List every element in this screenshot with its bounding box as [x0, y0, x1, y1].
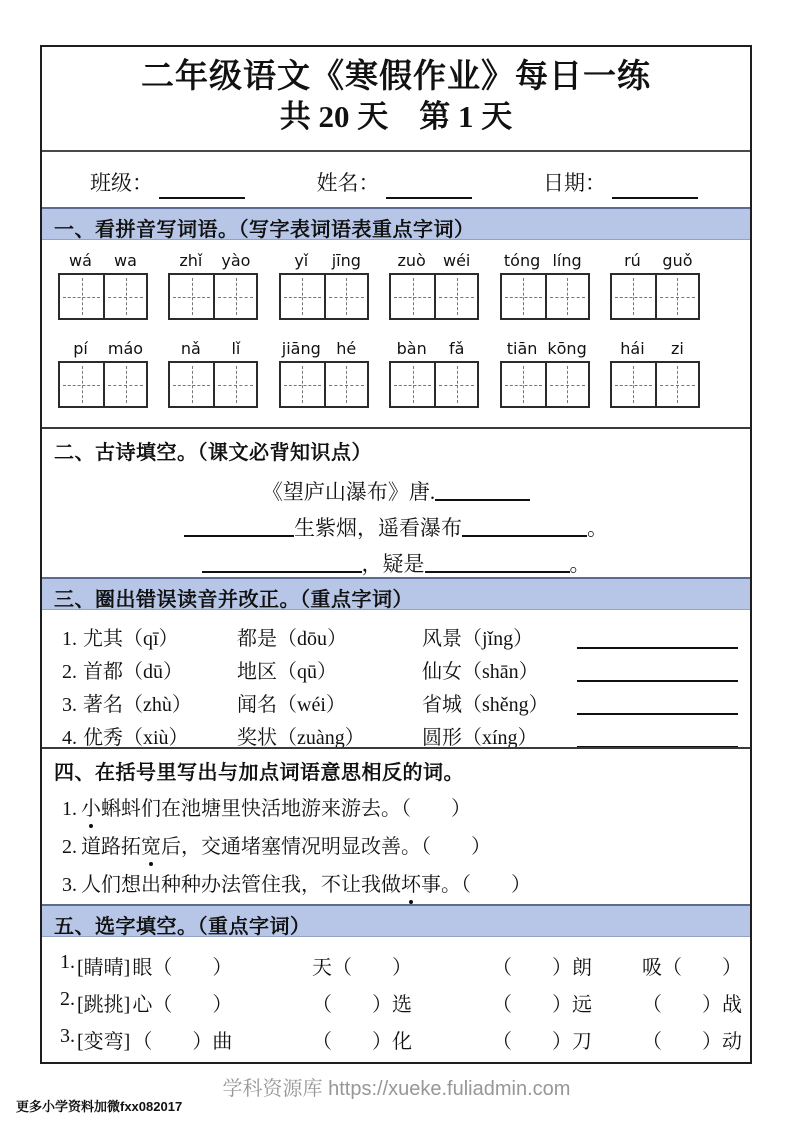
pinyin-syllable: jiāng: [281, 339, 321, 358]
choice-brackets: [跳挑]: [77, 994, 131, 1016]
fill-item: 心（ ）: [132, 994, 233, 1016]
writing-grid: [279, 273, 369, 320]
s3-row: [62, 618, 742, 651]
item-number: 3.: [62, 874, 77, 896]
class-field: [90, 167, 245, 197]
pinyin-syllable: lǐ: [231, 339, 241, 358]
writing-cell: [170, 275, 213, 318]
writing-grid: [58, 273, 148, 320]
writing-cell: [545, 275, 588, 318]
pinyin-syllable: wéi: [442, 251, 471, 270]
pinyin-word-group: [389, 338, 479, 408]
section5-heading: 五、选字填空。（重点字词）: [42, 904, 750, 937]
fill-item: （ ）选: [312, 994, 412, 1016]
antonym-sentences-area: [42, 784, 750, 904]
pinyin-word-group: [168, 338, 258, 408]
word-with-pinyin: 闻名（wéi）: [237, 694, 346, 716]
item-number: 1.: [62, 628, 77, 650]
pinyin-syllable: yào: [221, 251, 251, 270]
title-block: [42, 47, 750, 150]
pinyin-syllable: nǎ: [180, 339, 201, 358]
pinyin-syllable: guǒ: [662, 251, 693, 270]
poem-period: 。: [587, 516, 608, 540]
class-blank-line: [159, 183, 245, 199]
source-watermark: 学科资源库 https://xueke.fuliadmin.com: [222, 1078, 571, 1100]
fill-item: 眼（ ）: [132, 957, 233, 979]
name-field: [317, 167, 472, 197]
poem-line-2: [42, 514, 750, 542]
writing-grid: [500, 273, 590, 320]
pinyin-word-group: [389, 250, 479, 320]
section3-heading: 三、圈出错误读音并改正。（重点字词）: [42, 577, 750, 610]
sentence-text: 蝌蚪们在池塘里快活地游来游去。（ ）: [101, 798, 471, 820]
sentence-text: 后，交通堵塞情况明显改善。（ ）: [161, 836, 491, 858]
pinyin-syllable: zhǐ: [179, 251, 203, 270]
writing-cell: [612, 363, 655, 406]
poem-blank: [425, 557, 570, 573]
writing-cell: [434, 275, 477, 318]
section1-heading: 一、看拼音写词语。（写字表词语表重点字词）: [42, 207, 750, 240]
writing-cell: [502, 363, 545, 406]
pinyin-syllable: kōng: [547, 339, 587, 358]
poem-text: 生紫烟，遥看瀑布: [294, 516, 462, 540]
pinyin-syllable: bàn: [396, 339, 427, 358]
pinyin-syllable: wa: [114, 251, 137, 270]
s4-sentence: [62, 870, 742, 908]
writing-cell: [545, 363, 588, 406]
writing-cell: [391, 363, 434, 406]
writing-grid: [168, 273, 258, 320]
item-number: 1.: [62, 798, 77, 820]
item-number: 2.: [60, 988, 75, 1010]
s4-sentence: [62, 832, 742, 870]
pinyin-word-group: [58, 250, 148, 320]
fill-item: （ ）朗: [492, 957, 592, 979]
fill-item: 吸（ ）: [642, 957, 742, 979]
pinyin-word-group: [279, 338, 369, 408]
pinyin-syllable: líng: [552, 251, 582, 270]
fill-item: （ ）动: [642, 1031, 742, 1053]
pinyin-syllable: rú: [624, 251, 641, 270]
writing-cell: [612, 275, 655, 318]
writing-cell: [60, 275, 103, 318]
writing-grid: [500, 361, 590, 408]
writing-cell: [281, 363, 324, 406]
poem-blank: [202, 557, 362, 573]
fill-item: （ ）化: [312, 1031, 412, 1053]
worksheet-day-subtitle: 共 20 天 第 1 天: [279, 99, 513, 135]
s4-sentence: [62, 794, 742, 832]
s5-row: [60, 947, 742, 984]
pinyin-writing-area: [42, 240, 750, 427]
pinyin-syllable: máo: [107, 339, 144, 358]
writing-cell: [434, 363, 477, 406]
writing-cell: [502, 275, 545, 318]
poem-title-text: 《望庐山瀑布》唐.: [261, 480, 436, 504]
pinyin-syllable: zuò: [397, 251, 426, 270]
writing-grid: [389, 273, 479, 320]
pinyin-syllable: hé: [336, 339, 357, 358]
word-with-pinyin: 都是（dōu）: [237, 628, 347, 650]
pinyin-syllable: wá: [69, 251, 92, 270]
pinyin-word-group: [500, 338, 590, 408]
pronunciation-correction-area: [42, 610, 750, 747]
word-with-pinyin: 首都（dū）: [83, 661, 183, 683]
worksheet-frame: [40, 45, 752, 1064]
writing-cell: [213, 363, 256, 406]
writing-cell: [60, 363, 103, 406]
item-number: 4.: [62, 727, 77, 749]
poem-blank: [435, 485, 530, 501]
sentence-text: 人们想出种种办法管住我，不让我做: [81, 874, 401, 896]
writing-cell: [655, 363, 698, 406]
choice-brackets: [变弯]: [77, 1031, 131, 1053]
writing-cell: [103, 363, 146, 406]
word-with-pinyin: 优秀（xiù）: [83, 727, 189, 749]
answer-blank-line: [577, 691, 738, 715]
answer-blank-line: [577, 724, 738, 748]
character-choice-area: [42, 937, 750, 1062]
date-field: [543, 167, 698, 197]
word-with-pinyin: 仙女（shān）: [422, 661, 539, 683]
emphasized-char: 坏: [401, 870, 421, 900]
item-number: 1.: [60, 951, 75, 973]
poem-text: ，疑是: [361, 552, 425, 576]
pinyin-syllable: tiān: [506, 339, 538, 358]
class-label: 班级：: [90, 170, 153, 195]
writing-cell: [655, 275, 698, 318]
fill-item: （ ）曲: [132, 1031, 233, 1053]
writing-cell: [170, 363, 213, 406]
emphasized-char: 小: [81, 794, 101, 824]
pinyin-syllable: pí: [73, 339, 88, 358]
fill-item: （ ）远: [492, 994, 592, 1016]
pinyin-row-2: [58, 338, 700, 408]
contact-watermark: 更多小学资料加微fxx082017: [16, 1099, 183, 1114]
poem-fill-area: [42, 464, 750, 577]
word-with-pinyin: 奖状（zuàng）: [237, 727, 365, 749]
pinyin-word-group: [168, 250, 258, 320]
writing-grid: [279, 361, 369, 408]
choice-brackets: [睛晴]: [77, 957, 131, 979]
word-with-pinyin: 地区（qū）: [237, 661, 337, 683]
date-blank-line: [612, 183, 698, 199]
item-number: 2.: [62, 836, 77, 858]
writing-cell: [103, 275, 146, 318]
section4-heading: 四、在括号里写出与加点词语意思相反的词。: [42, 747, 750, 784]
s5-row: [60, 984, 742, 1021]
writing-grid: [389, 361, 479, 408]
s3-row: [62, 651, 742, 684]
poem-period: 。: [569, 552, 591, 576]
writing-cell: [324, 363, 367, 406]
section2-heading: 二、古诗填空。（课文必背知识点）: [42, 427, 750, 464]
s3-row: [62, 684, 742, 717]
writing-grid: [610, 273, 700, 320]
writing-grid: [58, 361, 148, 408]
writing-cell: [213, 275, 256, 318]
fill-item: （ ）战: [642, 994, 742, 1016]
answer-blank-line: [577, 658, 738, 682]
writing-grid: [610, 361, 700, 408]
date-label: 日期：: [543, 170, 606, 195]
item-number: 3.: [60, 1025, 75, 1047]
pinyin-word-group: [500, 250, 590, 320]
poem-line-3: [42, 550, 750, 578]
student-info-row: [42, 150, 750, 207]
pinyin-row-1: [58, 250, 700, 320]
item-number: 3.: [62, 694, 77, 716]
pinyin-syllable: tóng: [503, 251, 541, 270]
name-label: 姓名：: [316, 170, 380, 195]
word-with-pinyin: 风景（jǐng）: [422, 628, 534, 650]
writing-cell: [324, 275, 367, 318]
pinyin-syllable: yǐ: [294, 251, 309, 270]
pinyin-word-group: [610, 338, 700, 408]
item-number: 2.: [62, 661, 77, 683]
pinyin-syllable: fǎ: [448, 339, 465, 358]
s5-row: [60, 1021, 742, 1058]
fill-item: （ ）刀: [492, 1031, 592, 1053]
word-with-pinyin: 圆形（xíng）: [422, 727, 538, 749]
fill-item: 天（ ）: [312, 957, 412, 979]
poem-blank: [462, 521, 587, 537]
poem-line-1: [42, 478, 750, 506]
name-blank-line: [386, 183, 472, 199]
sentence-text: 道路拓: [81, 836, 141, 858]
word-with-pinyin: 尤其（qī）: [83, 628, 179, 650]
emphasized-char: 宽: [141, 832, 161, 862]
pinyin-word-group: [610, 250, 700, 320]
pinyin-syllable: jīng: [331, 251, 361, 270]
writing-grid: [168, 361, 258, 408]
pinyin-word-group: [58, 338, 148, 408]
writing-cell: [281, 275, 324, 318]
word-with-pinyin: 著名（zhù）: [83, 694, 192, 716]
s3-row: [62, 717, 742, 750]
pinyin-syllable: hái: [620, 339, 645, 358]
pinyin-word-group: [279, 250, 369, 320]
writing-cell: [391, 275, 434, 318]
sentence-text: 事。（ ）: [421, 874, 531, 896]
worksheet-title: 二年级语文《寒假作业》每日一练: [141, 59, 651, 95]
answer-blank-line: [577, 625, 738, 649]
pinyin-syllable: zi: [671, 339, 684, 358]
poem-blank: [184, 521, 294, 537]
word-with-pinyin: 省城（shěng）: [422, 694, 549, 716]
